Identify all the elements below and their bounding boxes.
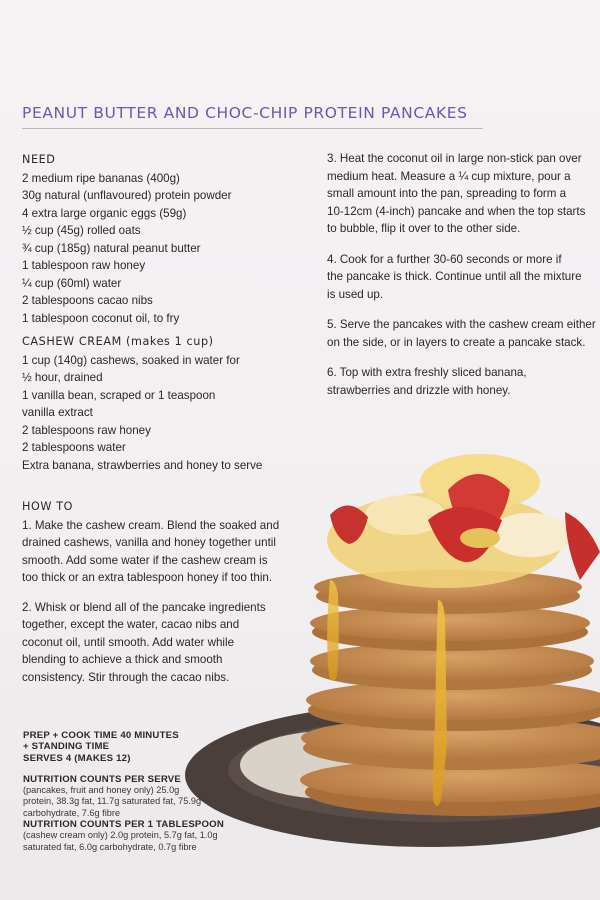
nutrition-info [23, 730, 263, 853]
cashew-heading: CASHEW CREAM (makes 1 cup) [22, 335, 214, 348]
prep-line: PREP + COOK TIME 40 MINUTES [23, 730, 179, 741]
method-step-line: drained cashews, vanilla and honey together until [22, 536, 276, 549]
prep-time [23, 730, 263, 764]
howto-steps [22, 517, 292, 687]
recipe-title: PEANUT BUTTER AND CHOC-CHIP PROTEIN PANCAKES [22, 104, 483, 129]
method-step-line: 4. Cook for a further 30-60 seconds or more if [327, 252, 562, 266]
prep-line: SERVES 4 (MAKES 12) [23, 752, 131, 764]
cashew-ingredient-line: 1 vanilla bean, scraped or 1 teaspoon [22, 388, 216, 402]
serve-nutrition-line: carbohydrate, 7.6g fibre [23, 807, 121, 818]
ingredient-item: 1 tablespoon raw honey [22, 259, 146, 272]
ingredient-item: 2 tablespoons cacao nibs [22, 294, 153, 307]
pancake-layers [300, 570, 600, 816]
cashew-ingredient-line: vanilla extract [22, 406, 93, 419]
cashew-ingredient-line: 1 cup (140g) cashews, soaked in water for [22, 353, 240, 367]
method-step-line: medium heat. Measure a ¼ cup mixture, pour a [327, 169, 571, 183]
toppings [327, 454, 600, 588]
method-step [327, 316, 595, 351]
method-step-line: 10-12cm (4-inch) pancake and when the top starts [327, 204, 586, 218]
ingredient-item: 4 extra large organic eggs (59g) [22, 206, 187, 220]
method-step-line: 3. Heat the coconut oil in large non-stick pan over [327, 152, 582, 165]
method-step [327, 364, 595, 399]
howto-heading: HOW TO [22, 500, 74, 513]
method-step-line: 5. Serve the pancakes with the cashew cream either [327, 318, 596, 331]
ingredient-item: 1 tablespoon coconut oil, to fry [22, 311, 180, 325]
method-steps-right [327, 150, 595, 412]
method-step-line: the pancake is thick. Continue until all the mixture [327, 270, 582, 283]
ingredient-item: ¾ cup (185g) natural peanut butter [22, 241, 201, 255]
method-step-line: on the side, or in layers to create a pancake stack. [327, 335, 586, 349]
method-step-line: smooth. Add some water if the cashew cream is [22, 553, 268, 567]
ingredient-item: ¼ cup (60ml) water [22, 276, 122, 290]
method-step [22, 517, 292, 587]
method-step-line: together, except the water, cacao nibs and [22, 618, 240, 631]
tbsp-nutrition-text [23, 830, 263, 853]
tbsp-nutrition-heading: NUTRITION COUNTS PER 1 TABLESPOON [23, 819, 224, 831]
serve-nutrition-line: protein, 38.3g fat, 11.7g saturated fat, 75.9g [23, 796, 202, 807]
serve-nutrition-heading: NUTRITION COUNTS PER SERVE [23, 773, 182, 785]
prep-line: + STANDING TIME [23, 741, 110, 753]
serve-nutrition-text [23, 785, 263, 819]
method-step-line: 6. Top with extra freshly sliced banana, [327, 366, 527, 379]
method-step-line: strawberries and drizzle with honey. [327, 383, 511, 397]
ingredient-item: 2 medium ripe bananas (400g) [22, 171, 180, 185]
ingredient-item: 30g natural (unflavoured) protein powder [22, 189, 232, 202]
method-step-line: too thick or an extra tablespoon honey if too thin. [22, 571, 273, 584]
tbsp-nutrition-line: saturated fat, 6.0g carbohydrate, 0.7g fibre [23, 841, 197, 852]
cashew-ingredient-line: Extra banana, strawberries and honey to serve [22, 458, 263, 472]
how-to-section [22, 498, 292, 698]
method-step-line: small amount into the pan, spreading to form a [327, 187, 567, 200]
cashew-ingredient-line: 2 tablespoons water [22, 441, 126, 454]
cashew-ingredient-line: ½ hour, drained [22, 371, 103, 384]
method-step-line: blending to achieve a thick and smooth [22, 653, 223, 666]
method-step-line: 1. Make the cashew cream. Blend the soaked and [22, 518, 280, 532]
tbsp-nutrition-line: (cashew cream only) 2.0g protein, 5.7g fat, 1.0g [23, 830, 218, 841]
method-step [327, 150, 595, 238]
method-step [327, 251, 595, 304]
method-step-line: is used up. [327, 287, 384, 301]
ingredient-list [22, 170, 312, 328]
method-step [22, 599, 292, 687]
method-step-line: consistency. Stir through the cacao nibs. [22, 670, 230, 684]
cashew-ingredient-line: 2 tablespoons raw honey [22, 423, 151, 437]
method-step-line: to bubble, flip it over to the other side. [327, 222, 521, 235]
serve-nutrition-line: (pancakes, fruit and honey only) 25.0g [23, 785, 180, 796]
method-step-line: 2. Whisk or blend all of the pancake ingredients [22, 600, 266, 614]
need-heading: NEED [22, 153, 56, 166]
method-step-line: coconut oil, until smooth. Add water while [22, 635, 235, 649]
ingredient-item: ½ cup (45g) rolled oats [22, 224, 141, 237]
